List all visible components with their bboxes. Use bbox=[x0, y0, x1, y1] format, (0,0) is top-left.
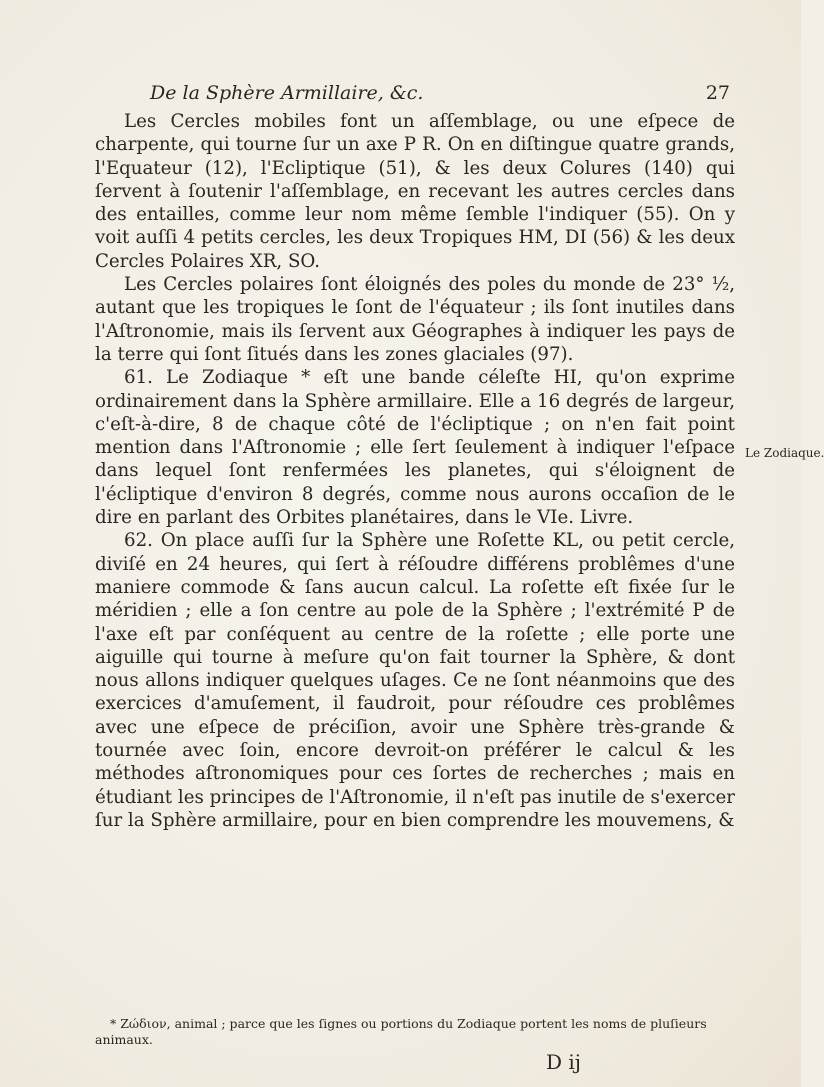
main-text bbox=[95, 110, 735, 832]
page-number: 27 bbox=[705, 82, 730, 104]
paragraph-62-rosette: 62. On place auſſi ſur la Sphère une Roſette KL, ou petit cercle, diviſé en 24 heures, qui ſert à réſoudre différens problêmes d'une maniere commode & ſans aucun calcul. La roſette eſt fixée ſur le méridien ; elle a ſon centre au pole de la Sphère ; l'extrémité P de l'axe eſt par conſéquent au centre de la roſette ; elle porte une aiguille qui tourne à meſure qu'on fait tourner la Sphère, & dont nous allons indiquer quelques uſages. Ce ne ſont néanmoins que des exercices d'amuſement, il faudroit, pour réſoudre ces problêmes avec une eſpece de préciſion, avoir une Sphère très-grande & tournée avec ſoin, encore devroit-on préférer le calcul & les méthodes aſtronomiques pour ces ſortes de recherches ; mais en étudiant les principes de l'Aſtronomie, il n'eſt pas inutile de s'exercer ſur la Sphère armillaire, pour en bien comprendre les mouvemens, & bbox=[95, 530, 735, 831]
margin-note: Le Zodiaque. bbox=[745, 446, 824, 460]
signature-mark: D ij bbox=[546, 1050, 581, 1074]
paragraph-polar-circles: Les Cercles polaires ſont éloignés des poles du monde de 23° ½, autant que les tropiques le ſont de l'équateur ; ils ſont inutiles dans l'Aſtronomie, mais ils ſervent aux Géographes à indiquer les pays de la terre qui ſont ſitués dans les zones glaciales (97). bbox=[95, 274, 735, 365]
footnote-text: * Ζώδιον, animal ; parce que les ſignes ou portions du Zodiaque portent les noms de pluſieurs animaux. bbox=[95, 1016, 707, 1047]
paragraph-61-zodiac: 61. Le Zodiaque * eſt une bande céleſte HI, qu'on exprime ordinairement dans la Sphère armillaire. Elle a 16 degrés de largeur, c'eſt-à-dire, 8 de chaque côté de l'écliptique ; on n'en fait point mention dans l'Aſtronomie ; elle ſert ſeulement à indiquer l'eſpace dans lequel ſont renfermées les planetes, qui s'éloignent de l'écliptique d'environ 8 degrés, comme nous aurons occaſion de le dire en parlant des Orbites planétaires, dans le VIe. Livre. bbox=[95, 367, 735, 529]
footnote bbox=[95, 1016, 735, 1048]
running-header bbox=[150, 82, 730, 108]
running-title: De la Sphère Armillaire, &c. bbox=[150, 82, 424, 104]
paragraph-mobile-circles: Les Cercles mobiles font un aſſemblage, ou une eſpece de charpente, qui tourne ſur un axe P R. On en diſtingue quatre grands, l'Equateur (12), l'Ecliptique (51), & les deux Colures (140) qui ſervent à ſoutenir l'aſſemblage, en recevant les autres cercles dans des entailles, comme leur nom même ſemble l'indiquer (55). On y voit auſſi 4 petits cercles, les deux Tropiques HM, DI (56) & les deux Cercles Polaires XR, SO. bbox=[95, 111, 735, 272]
